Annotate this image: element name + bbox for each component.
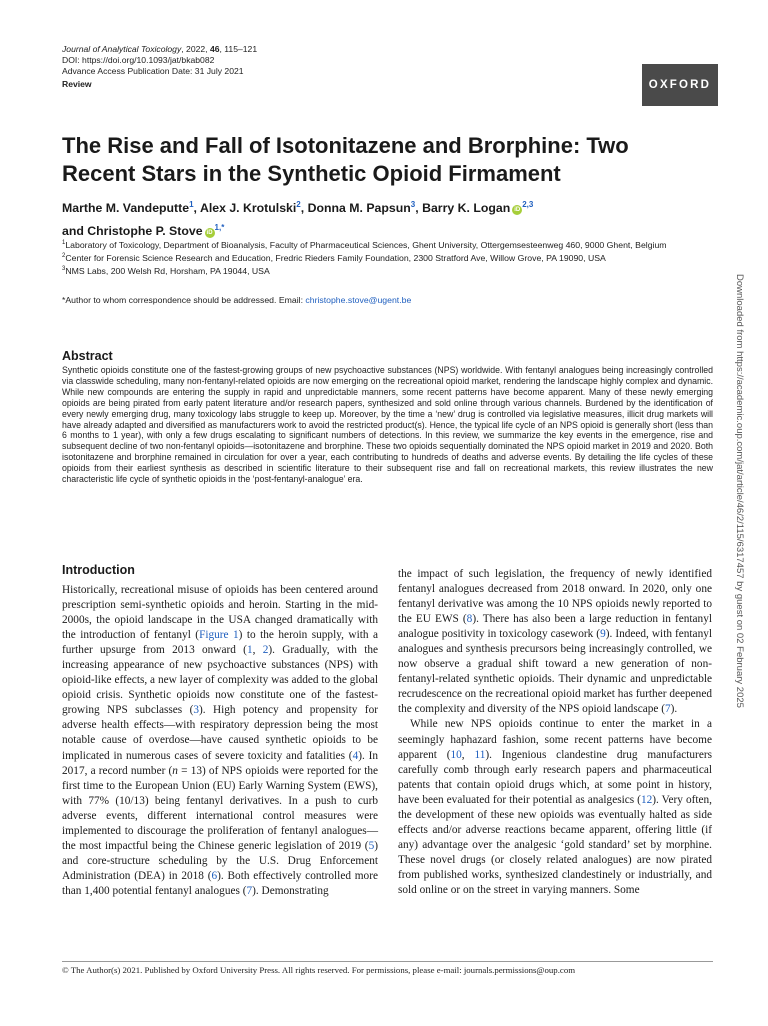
article-title: The Rise and Fall of Isotonitazene and Brorphine: Two Recent Stars in the Synthetic Opioid Firmament [62, 133, 629, 186]
reference-link[interactable]: Figure 1 [199, 629, 239, 642]
body-text: ). In 2017, a record number ( [62, 749, 379, 777]
reference-link[interactable]: 2 [262, 644, 269, 657]
reference-link[interactable]: 9 [600, 628, 606, 641]
abstract-text: Synthetic opioids constitute one of the fastest-growing groups of new psychoactive substances (NPS) worldwide. With fentanyl analogues being increasingly controlled via classwide scheduling, many non-fentanyl-related opioids are now emerging on the recreational opioid market, rendering the landscape highly complex and dynamic. While new compounds are entering the supply in rapid and unpredictable manners, some recent patterns have become apparent. Many of these newly emerging opioids are being pirated from early patent literature and/or research papers, synthesized and sold online through various channels. Burdened by the identification of every newly emerging drug, many toxicology labs struggle to keep up. Moreover, by the time a ‘new’ drug is controlled via legislative measures, illicit drug markets will have already adapted and diversified as manufacturers work to avoid the restricted product(s). Hence, the typical life cycle of an NPS opioid is generally short (less than 6 months to 1 year), with only a few drugs escalating to significant numbers of detections. In this review, we summarize the key events in the emergence, rise and subsequent decline of two non-fentanyl opioids—isotonitazene and brorphine. These two opioids sequentially dominated the NPS opioid market in 2019 and 2020. Both isotonitazene and brorphine remained in circulation for over a year, each contributing to hundreds of deaths and adverse events. By detailing the life cycles of these opioids from their earliest synthesis as described in scientific literature to their subsequent rise and fall on recreational markets, this review illustrates the new characteristic life cycle of synthetic opioids in the ‘post-fentanyl-analogue’ era. [62, 365, 713, 485]
intro-paragraph [398, 717, 712, 898]
author-name[interactable]: Alex J. Krotulski [199, 201, 297, 216]
publisher-logo[interactable]: OXFORD [642, 64, 718, 106]
citation-line: Journal of Analytical Toxicology, 2022, 46, 115–121 [62, 44, 258, 54]
intro-column-right [398, 567, 712, 898]
body-text: , [461, 748, 475, 761]
copyright-footer: © The Author(s) 2021. Published by Oxford University Press. All rights reserved. For permissions, please e-mail: journals.permissions@oup.com [62, 965, 576, 975]
body-text: = 13) of NPS opioids were reported for the first time to the European Union (EU) Early Warning System (EWS), with 77% (10/13) being fentanyl derivatives. In a push to curb adverse events, different international control measures were implemented to discourage the proliferation of fentanyl analogues—the most impactful being the Chinese generic legislation of 2019 ( [62, 764, 378, 852]
italic-symbol: n [172, 764, 178, 777]
body-text: the impact of such legislation, the frequency of newly identified fentanyl analogues decreased from 2018 onward. In 2020, only one fentanyl derivative was among the 10 NPS opioids newly reported to the EU EWS ( [398, 568, 712, 626]
affiliation-item: $^3$NMS Labs, 200 Welsh Rd, Horsham, PA 19044, USA [62, 265, 270, 276]
correspondence: *Author to whom correspondence should be addressed. Email: christophe.stove@ugent.be [62, 295, 412, 305]
body-text: ). Indeed, with fentanyl analogues and synthesis precursors being increasingly controlled, we now observe a gradual shift toward a new generation of non-fentanyl-related synthetic opioids. Their dynamic and unpredictable recrudescence on the recreational opioid market has further deepened the complexity and diversity of the NPS opioid landscape ( [398, 628, 713, 716]
reference-link[interactable]: 7 [665, 703, 671, 716]
orcid-icon[interactable]: iD [206, 230, 213, 237]
reference-link[interactable]: 8 [466, 613, 473, 626]
author-affiliation-ref[interactable]: 1,* [214, 223, 225, 233]
author-name[interactable]: Donna M. Papsun [307, 201, 411, 216]
author-name[interactable]: Marthe M. Vandeputte [62, 201, 190, 216]
doi[interactable]: DOI: https://doi.org/10.1093/jat/bkab082 [62, 55, 215, 65]
reference-link[interactable]: 5 [368, 839, 375, 852]
body-text: While new NPS opioids continue to enter the market in a seemingly haphazard fashion, some recent patterns have become apparent ( [398, 718, 712, 761]
author-affiliation-ref[interactable]: 1 [189, 200, 194, 209]
author-name[interactable]: and Christophe P. Stove [62, 224, 203, 239]
reference-link[interactable]: 3 [193, 704, 199, 717]
body-text: ). There has also been a large reduction in fentanyl analogue positivity in toxicology casework ( [398, 613, 712, 641]
reference-link[interactable]: 12 [640, 793, 653, 806]
reference-link[interactable]: 4 [352, 749, 359, 762]
body-text: ). Very often, the development of these new opioids was eventually halted as side effects and/or adverse reactions became apparent, offering little (if any) advantage over the analgesic ‘gold standard’ set by morphine. These novel drugs (or closely related analogues) are now pirated from published works, synthesized clandestinely or industrially, and sold online or on the street in varying manners. Some [398, 793, 712, 896]
body-text: Historically, recreational misuse of opioids has been centered around prescription semi-synthetic opioids and heroin. Starting in the mid-2000s, the opioid landscape in the USA changed dramatically with the introduction of fentanyl ( [62, 584, 378, 642]
orcid-icon[interactable]: iD [514, 207, 521, 214]
author-affiliation-ref[interactable]: 3 [410, 200, 416, 209]
access-date: Advance Access Publication Date: 31 July 2021 [62, 66, 244, 76]
body-text: ) to the heroin supply, with a further upsurge from 2013 onward ( [62, 629, 378, 657]
intro-paragraph-left [62, 583, 378, 899]
journal-name[interactable]: Journal of Analytical Toxicology [62, 44, 182, 54]
body-text: ). High potency and propensity for adverse health effects—with respiratory depression being the most notable cause of overdose—have caused synthetic opioids to be implicated in numerous cases of severe toxicity and fatalities ( [62, 704, 378, 762]
abstract-heading: Abstract [62, 349, 113, 363]
body-text: ) and core-structure scheduling by the U.S. Drug Enforcement Administration (DEA) in 2018 ( [62, 839, 378, 882]
author-affiliation-ref[interactable]: 2 [296, 200, 301, 209]
author-list: Marthe M. Vandeputte$^1$, Alex J. Krotulski$^2$, Donna M. Papsun$^3$, Barry K. Logan iD$^{2,3}$ and Christophe P. Stove $iD^{1,*}$ [62, 200, 534, 239]
article-type: Review [62, 79, 92, 89]
correspondence-email-link[interactable]: christophe.stove@ugent.be [305, 295, 412, 305]
affiliation-item: $^2$Center for Forensic Science Research and Education, Fredric Rieders Family Foundation, 2300 Stratford Ave, Willow Grove, PA 19090, USA [62, 252, 606, 263]
body-text: ). [670, 703, 678, 716]
reference-link[interactable]: 6 [211, 869, 218, 882]
body-text: ). Ingenious clandestine drug manufacturers carefully comb through early research papers and pharmaceutical patents that contain opioid drugs which, at some point in history, have been evaluated for their potential as analgesics ( [398, 748, 712, 806]
reference-link[interactable]: 1 [246, 644, 253, 657]
reference-link[interactable]: 10 [450, 748, 462, 761]
introduction-heading: Introduction [62, 563, 135, 577]
reference-link[interactable]: 11 [474, 748, 486, 761]
author-affiliation-ref[interactable]: 2,3 [522, 200, 534, 209]
footer-divider [62, 961, 713, 962]
reference-link[interactable]: 7 [246, 884, 253, 897]
body-text: ). Demonstrating [252, 884, 329, 897]
affiliations [62, 238, 722, 277]
article-meta [62, 44, 257, 90]
body-text: , [252, 644, 263, 657]
volume: 46 [209, 44, 220, 54]
download-watermark: Downloaded from https://academic.oup.com/jat/article/46/2/115/6317457 by guest on 02 February 2025 [734, 274, 745, 708]
intro-paragraph [398, 567, 712, 717]
author-name[interactable]: Barry K. Logan [422, 201, 511, 216]
affiliation-item: $^1$Laboratory of Toxicology, Department of Bioanalysis, Faculty of Pharmaceutical Sciences, Ghent University, Ottergemsesteenweg 460, 9000 Ghent, Belgium [62, 239, 667, 250]
body-text: ). Gradually, with the increasing appearance of new psychoactive substances (NPS) with opioid-like effects, a new layer of complexity was added to the global opioid crisis. Synthetic opioids now constitute one of the fastest-growing NPS subclasses ( [62, 644, 378, 717]
body-text: ). Both effectively controlled more than 1,400 potential fentanyl analogues ( [62, 869, 378, 897]
